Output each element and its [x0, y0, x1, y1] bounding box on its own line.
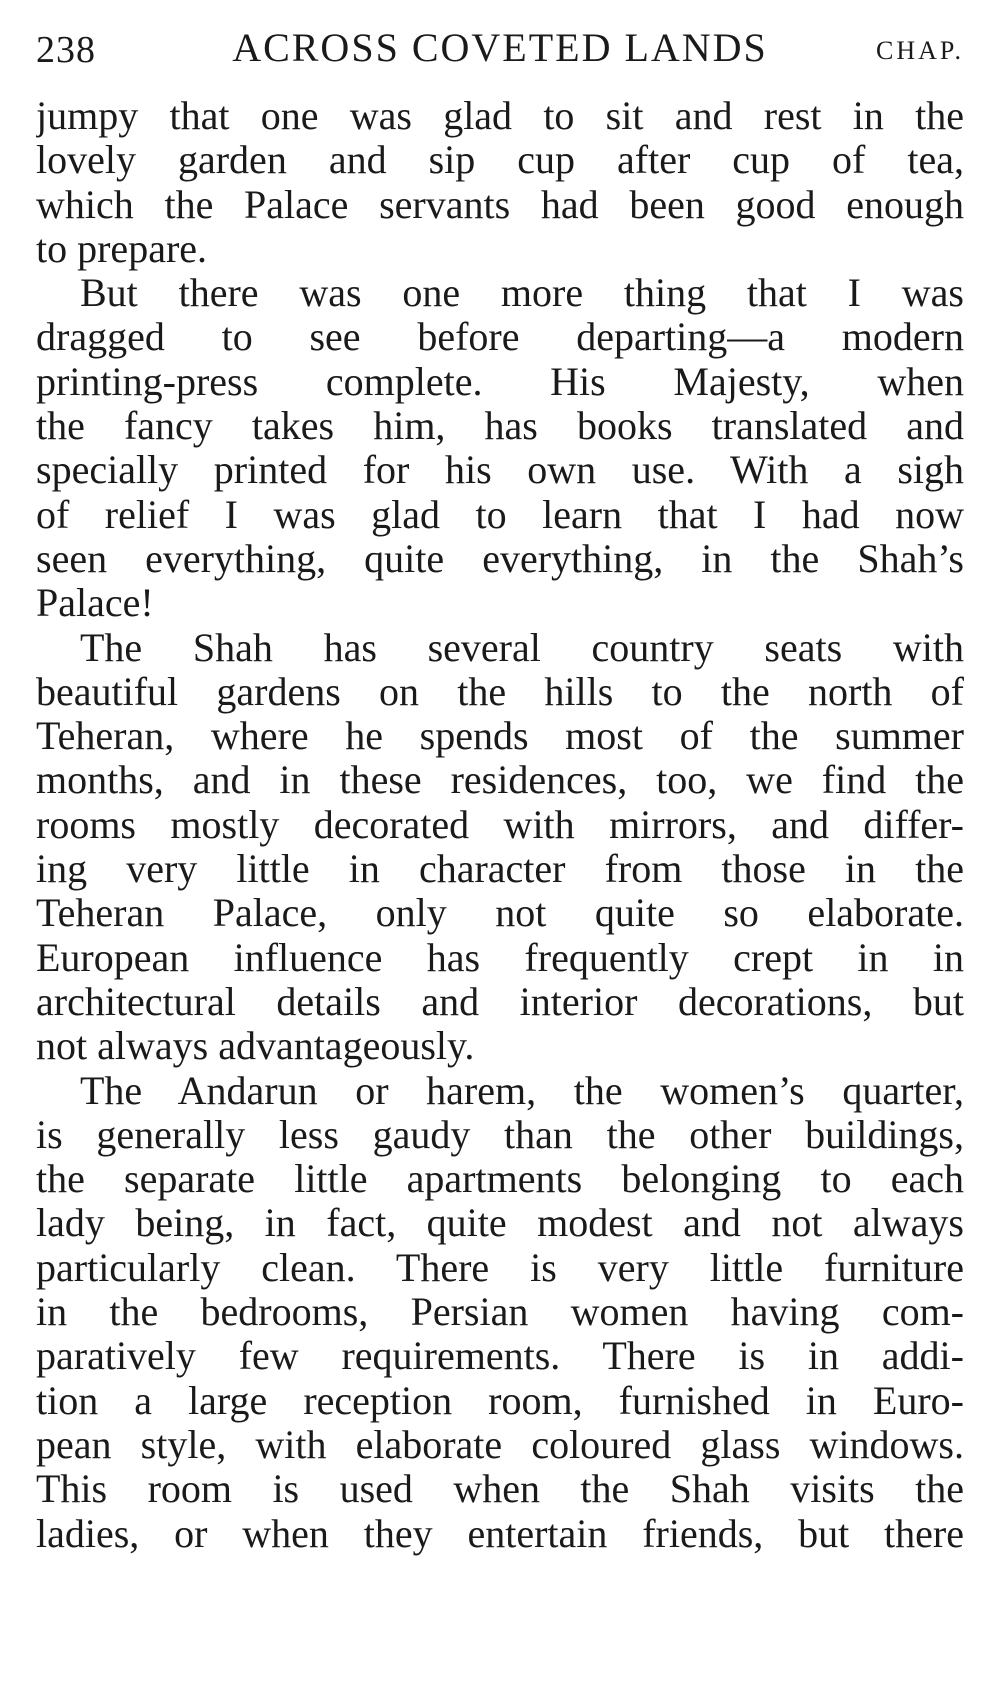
text-line: not always advantageously. [36, 1024, 475, 1069]
text-line: beautiful gardens on the hills to the north of [36, 669, 964, 714]
paragraph [36, 1069, 964, 1556]
text-line: jumpy that one was glad to sit and rest in the [36, 94, 964, 138]
paragraph [36, 94, 964, 271]
text-line: dragged to see before departing—a modern [36, 315, 964, 360]
text-line: European influence has frequently crept in in [36, 935, 964, 980]
text-line: months, and in these residences, too, we find the [36, 758, 964, 803]
text-line: Teheran, where he spends most of the summer [36, 714, 964, 759]
text-line: ing very little in character from those in the [36, 847, 964, 892]
chapter-label: CHAP. [876, 36, 964, 65]
paragraph [36, 271, 964, 625]
text-line: the separate little apartments belonging to each [36, 1157, 964, 1202]
text-line: of relief I was glad to learn that I had now [36, 492, 964, 537]
page-number: 238 [36, 29, 96, 71]
body-text [36, 94, 964, 1556]
text-line: architectural details and interior decorations, but [36, 979, 964, 1024]
text-line: paratively few requirements. There is in addi- [36, 1334, 964, 1379]
text-line: particularly clean. There is very little furniture [36, 1245, 964, 1290]
text-line: But there was one more thing that I was [80, 271, 964, 316]
text-line: The Shah has several country seats with [80, 625, 964, 670]
text-line: the fancy takes him, has books translated and [36, 404, 964, 449]
paragraph [36, 626, 964, 1069]
text-line: which the Palace servants had been good enough [36, 182, 964, 227]
text-line: in the bedrooms, Persian women having com- [36, 1290, 964, 1335]
text-line: pean style, with elaborate coloured glass windows. [36, 1422, 964, 1467]
text-line: The Andarun or harem, the women’s quarter, [80, 1068, 964, 1113]
text-line: lovely garden and sip cup after cup of tea, [36, 138, 964, 183]
text-line: ladies, or when they entertain friends, but there [36, 1511, 964, 1556]
running-head [36, 18, 964, 78]
text-line: Palace! [36, 581, 154, 626]
text-line: specially printed for his own use. With a sigh [36, 448, 964, 493]
text-line: rooms mostly decorated with mirrors, and differ- [36, 802, 964, 847]
text-line: to prepare. [36, 226, 208, 271]
text-line: tion a large reception room, furnished in Euro- [36, 1378, 964, 1423]
text-line: printing-press complete. His Majesty, when [36, 359, 964, 404]
text-line: seen everything, quite everything, in the Shah’s [36, 536, 964, 581]
text-line: Teheran Palace, only not quite so elaborate. [36, 891, 964, 936]
text-line: is generally less gaudy than the other buildings, [36, 1112, 964, 1157]
text-line: This room is used when the Shah visits the [36, 1467, 964, 1512]
text-line: lady being, in fact, quite modest and not always [36, 1201, 964, 1246]
running-title: ACROSS COVETED LANDS [232, 25, 768, 70]
book-page [36, 18, 964, 1556]
